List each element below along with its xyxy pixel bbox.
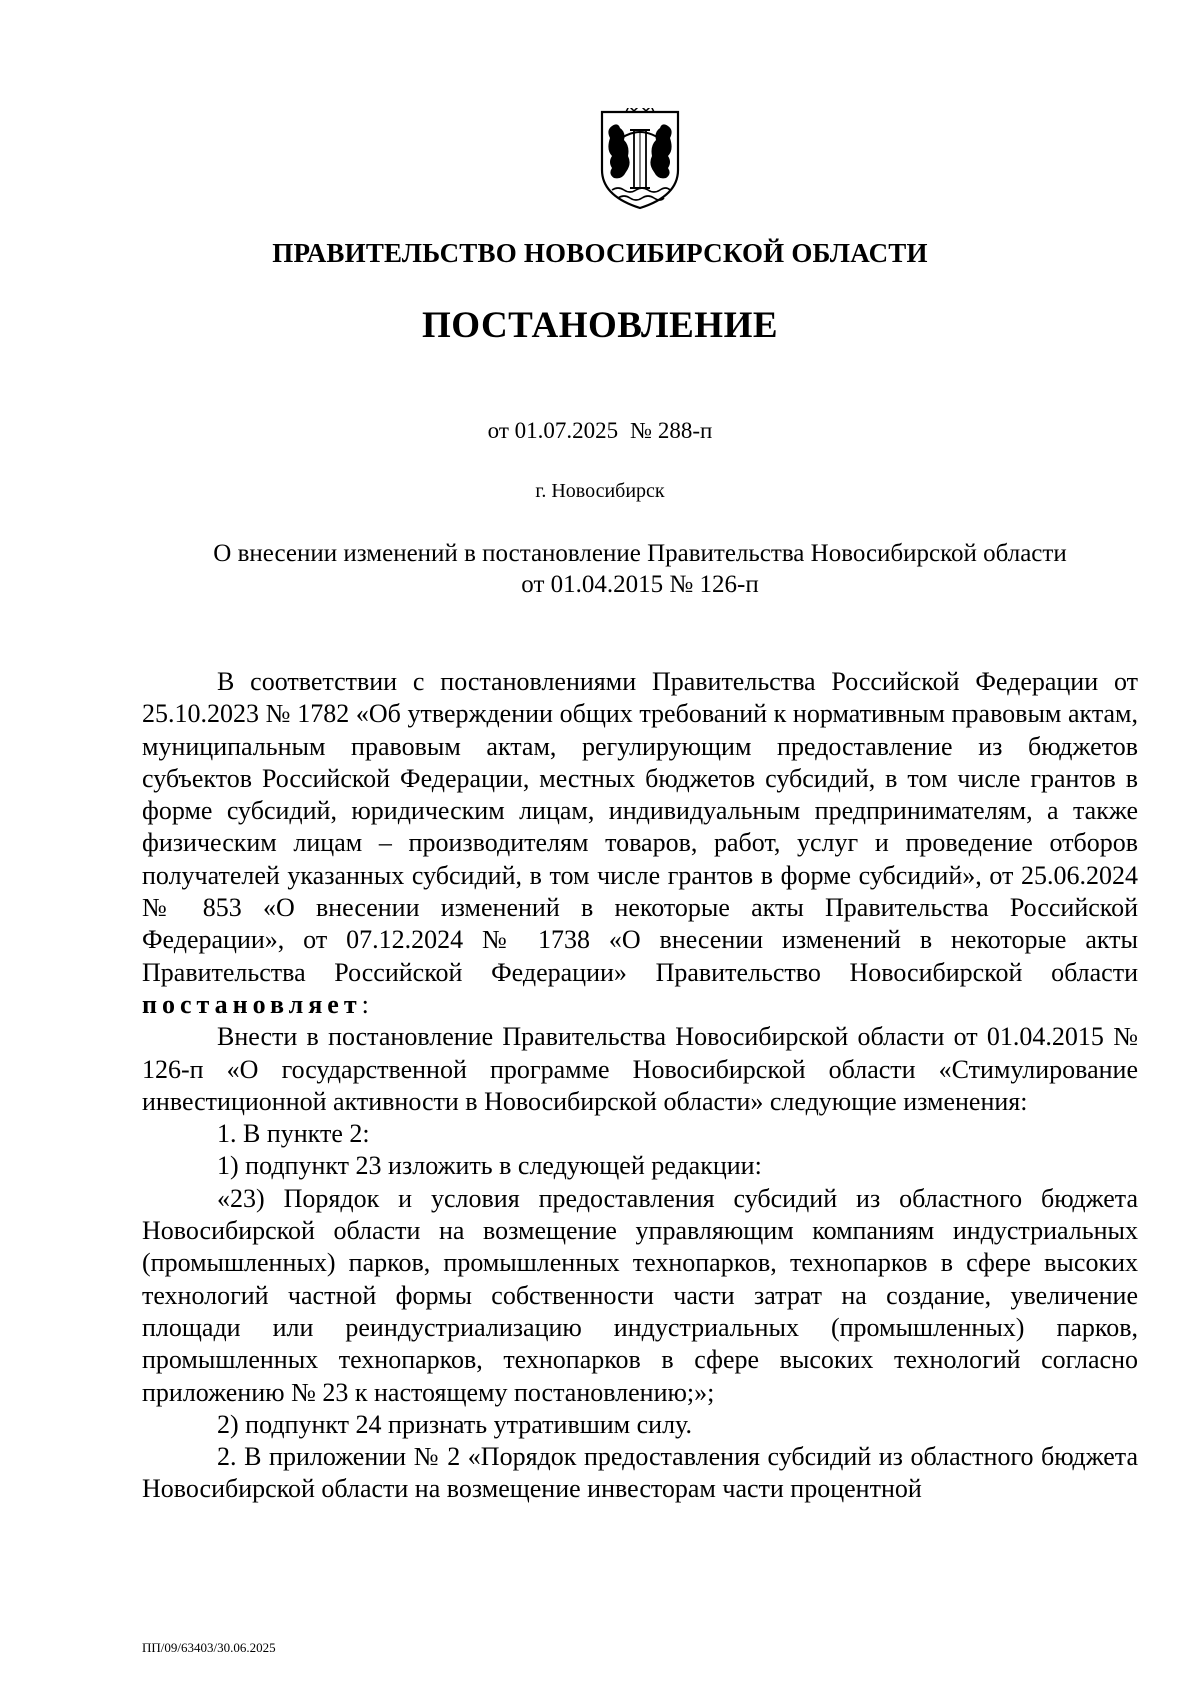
body-paragraph: 2. В приложении № 2 «Порядок предоставления субсидий из областного бюджета Новосибирской области на возмещение инвесторам части процентной [142,1442,1138,1504]
preamble-text: В соответствии с постановлениями Правительства Российской Федерации от 25.10.2023 № 1782 «Об утверждении общих требований к нормативным правовым актам, муниципальным правовым актам, регулирующим предоставление из бюджетов субъектов Российской Федерации, местных бюджетов субсидий, в том числе грантов в форме субсидий, юридическим лицам, индивидуальным предпринимателям, а также физическим лицам – производителям товаров, работ, услуг и проведение отборов получателей указанных субсидий, в том числе грантов в форме субсидий», от 25.06.2024 № 853 «О внесении изменений в некоторые акты Правительства Российской Федерации», от 07.12.2024 № 1738 «О внесении изменений в некоторые акты Правительства Российской Федерации» Правительство Новосибирской области [142,667,1138,987]
city: г. Новосибирск [535,480,665,502]
coat-of-arms-icon [596,108,684,212]
document-code: ПП/09/63403/30.06.2025 [142,1640,276,1655]
preamble-end: : [361,989,369,1019]
subject-line-1: О внесении изменений в постановление Правительства Новосибирской области [213,540,1067,567]
body-paragraph: 2) подпункт 24 признать утратившим силу. [217,1409,692,1439]
body-paragraph: 1) подпункт 23 изложить в следующей редакции: [217,1151,762,1181]
document-subject [140,538,1140,600]
body-paragraph: Внести в постановление Правительства Новосибирской области от 01.04.2015 № 126-п «О государственной программе Новосибирской области «Стимулирование инвестиционной активности в Новосибирской области» следующие изменения: [142,1022,1138,1116]
document-number: № 288-п [630,418,713,443]
body-paragraph: «23) Порядок и условия предоставления субсидий из областного бюджета Новосибирской области на возмещение управляющим компаниям индустриальных (промышленных) парков, промышленных технопарков, технопарков в сфере высоких технологий частной формы собственности части затрат на создание, увеличение площади или реиндустриализацию индустриальных (промышленных) парков, промышленных технопарков, технопарков в сфере высоких технологий согласно приложению № 23 к настоящему постановлению;»; [142,1183,1138,1407]
organization-name: ПРАВИТЕЛЬСТВО НОВОСИБИРСКОЙ ОБЛАСТИ [272,238,928,268]
date-number-line [0,418,1200,444]
resolves-keyword: постановляет [142,989,362,1019]
body-paragraph [142,666,1138,1021]
document-date: от 01.07.2025 [487,418,619,443]
subject-line-2: от 01.04.2015 № 126-п [521,571,759,598]
body-paragraph: 1. В пункте 2: [217,1119,370,1149]
document-body [142,666,1138,1506]
document-type: ПОСТАНОВЛЕНИЕ [421,305,779,346]
